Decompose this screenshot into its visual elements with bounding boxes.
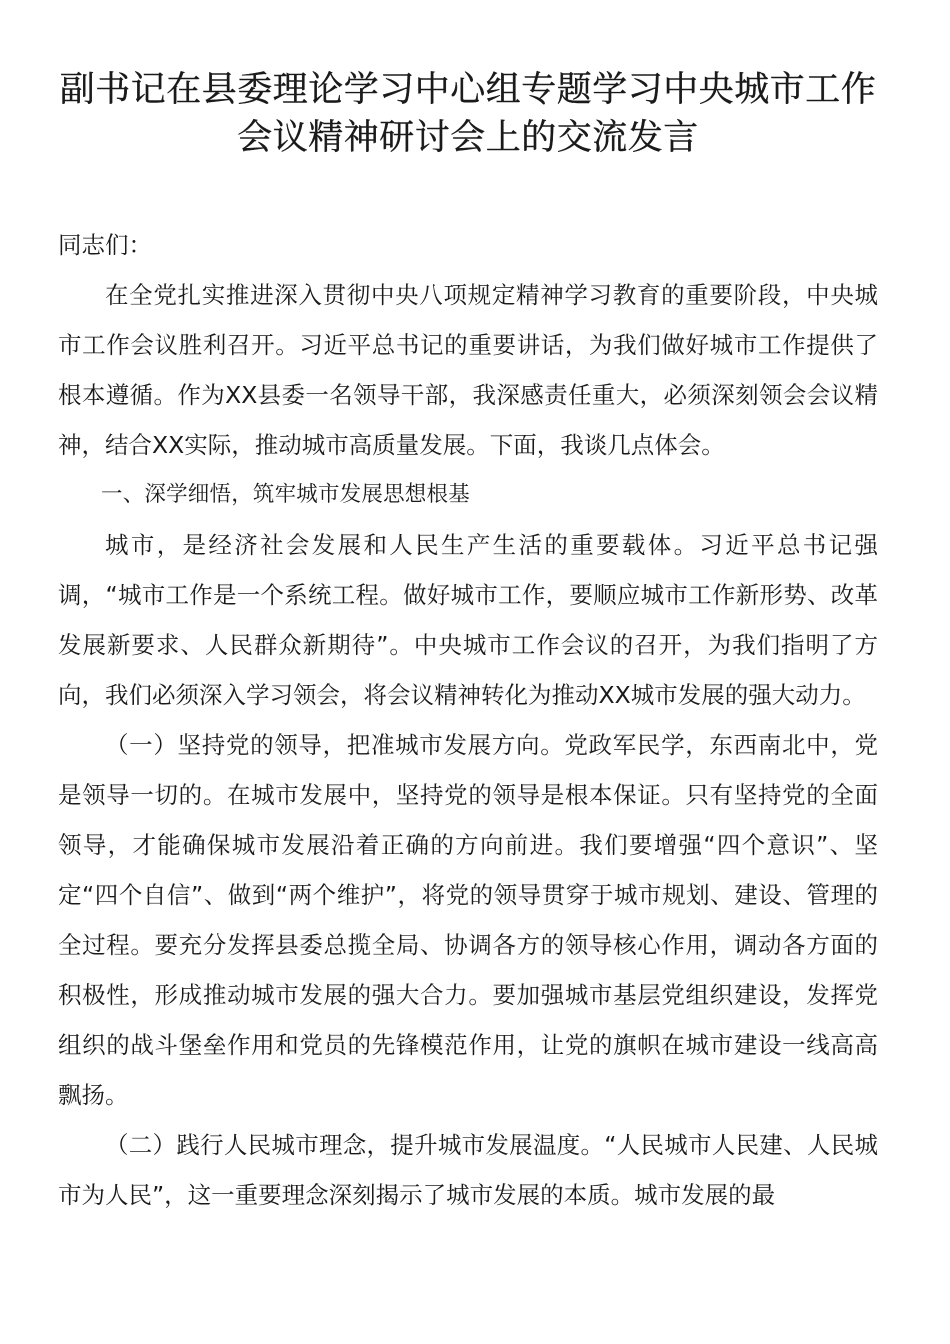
- document-title: [58, 66, 878, 162]
- intro-paragraph: 在全党扎实推进深入贯彻中央八项规定精神学习教育的重要阶段，中央城市工作会议胜利召开。习近平总书记的重要讲话，为我们做好城市工作提供了根本遵循。作为XX县委一名领导干部，我深感责任重大，必须深刻领会会议精神，结合XX实际，推动城市高质量发展。下面，我谈几点体会。: [58, 281, 878, 459]
- title-line-2: 会议精神研讨会上的交流发言: [237, 118, 699, 158]
- subsection-2-paragraph: （二）践行人民城市理念，提升城市发展温度。“人民城市人民建、人民城市为人民”，这一重要理念深刻揭示了城市发展的本质。城市发展的最: [58, 1131, 878, 1209]
- document-body: [58, 220, 878, 1220]
- salutation: 同志们：: [58, 231, 152, 259]
- document-page: [58, 66, 878, 1220]
- section-1-paragraph: 城市，是经济社会发展和人民生产生活的重要载体。习近平总书记强调，“城市工作是一个系统工程。做好城市工作，要顺应城市工作新形势、改革发展新要求、人民群众新期待”。中央城市工作会议的召开，为我们指明了方向，我们必须深入学习领会，将会议精神转化为推动XX城市发展的强大动力。: [58, 531, 878, 709]
- subsection-1-paragraph: （一）坚持党的领导，把准城市发展方向。党政军民学，东西南北中，党是领导一切的。在城市发展中，坚持党的领导是根本保证。只有坚持党的全面领导，才能确保城市发展沿着正确的方向前进。我们要增强“四个意识”、坚定“四个自信”、做到“两个维护”，将党的领导贯穿于城市规划、建设、管理的全过程。要充分发挥县委总揽全局、协调各方的领导核心作用，调动各方面的积极性，形成推动城市发展的强大合力。要加强城市基层党组织建设，发挥党组织的战斗堡垒作用和党员的先锋模范作用，让党的旗帜在城市建设一线高高飘扬。: [58, 731, 878, 1109]
- title-line-1: 副书记在县委理论学习中心组专题学习中央城市工作: [59, 70, 877, 110]
- section-heading-1: 一、深学细悟，筑牢城市发展思想根基: [101, 482, 470, 507]
